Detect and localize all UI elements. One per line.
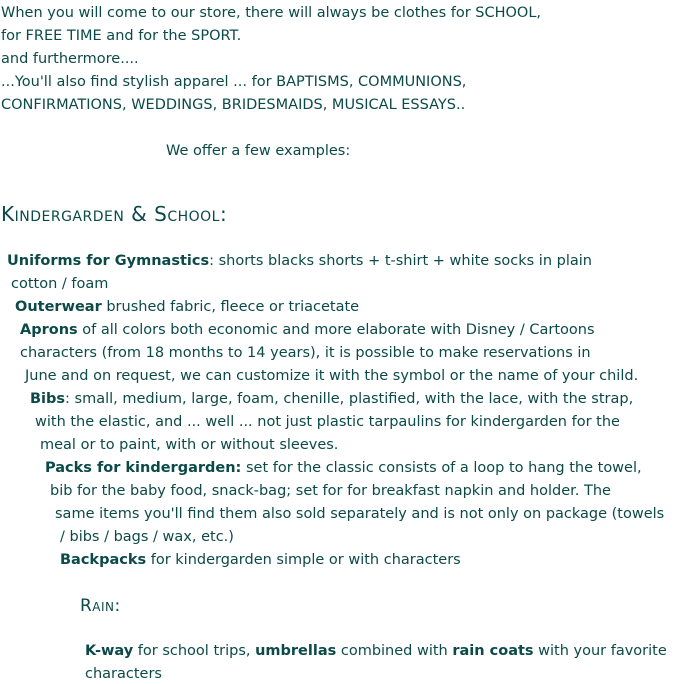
packs-text-cont: / bibs / bags / wax, etc.) [60,529,234,545]
aprons-item [20,320,595,340]
aprons-text-cont: characters (from 18 months to 14 years), it is possible to make reservations in [20,345,591,361]
kway-item [85,641,667,661]
bibs-text: : small, medium, large, foam, chenille, plastified, with the lace, with the strap, [65,391,634,407]
backpacks-label: Backpacks [60,552,147,568]
outerwear-item [15,297,359,317]
umbrellas-label: umbrellas [255,643,337,659]
bibs-label: Bibs [30,391,66,407]
bibs-text-cont: with the elastic, and ... well ... not just plastic tarpaulins for kindergarden for the [35,414,620,430]
aprons-text-cont: June and on request, we can customize it with the symbol or the name of your child. [25,368,639,384]
bibs-text-cont: meal or to paint, with or without sleeves. [40,437,339,453]
kway-label: K-way [85,643,134,659]
packs-item [45,458,642,478]
packs-label: Packs for kindergarden: [45,460,242,476]
aprons-text: of all colors both economic and more elaborate with Disney / Cartoons [77,322,595,338]
kway-text: combined with [336,643,453,659]
section-title-rain: Rain: [80,596,121,616]
kway-text-cont: characters [85,666,162,682]
uniforms-item [7,251,592,271]
uniforms-text-cont: cotton / foam [11,276,109,292]
intro-line: for FREE TIME and for the SPORT. [1,28,242,44]
backpacks-text: for kindergarden simple or with characters [146,552,461,568]
intro-line: When you will come to our store, there will always be clothes for SCHOOL, [1,5,542,21]
raincoats-label: rain coats [452,643,534,659]
uniforms-text: : shorts blacks shorts + t-shirt + white socks in plain [209,253,592,269]
intro-line: ...You'll also find stylish apparel ... for BAPTISMS, COMMUNIONS, [1,74,467,90]
aprons-label: Aprons [20,322,78,338]
kway-text: with your favorite [533,643,667,659]
kway-text: for school trips, [133,643,256,659]
examples-line: We offer a few examples: [166,143,351,159]
packs-text-cont: same items you'll find them also sold separately and is not only on package (towels [55,506,665,522]
packs-text-cont: bib for the baby food, snack-bag; set for for breakfast napkin and holder. The [50,483,611,499]
outerwear-text: brushed fabric, fleece or triacetate [101,299,360,315]
packs-text: set for the classic consists of a loop to hang the towel, [241,460,642,476]
intro-line: and furthermore.... [1,51,139,67]
backpacks-item [60,550,461,570]
intro-line: CONFIRMATIONS, WEDDINGS, BRIDESMAIDS, MUSICAL ESSAYS.. [1,97,466,113]
section-title-school: Kindergarden & School: [1,202,228,226]
uniforms-label: Uniforms for Gymnastics [7,253,210,269]
bibs-item [30,389,633,409]
outerwear-label: Outerwear [15,299,102,315]
